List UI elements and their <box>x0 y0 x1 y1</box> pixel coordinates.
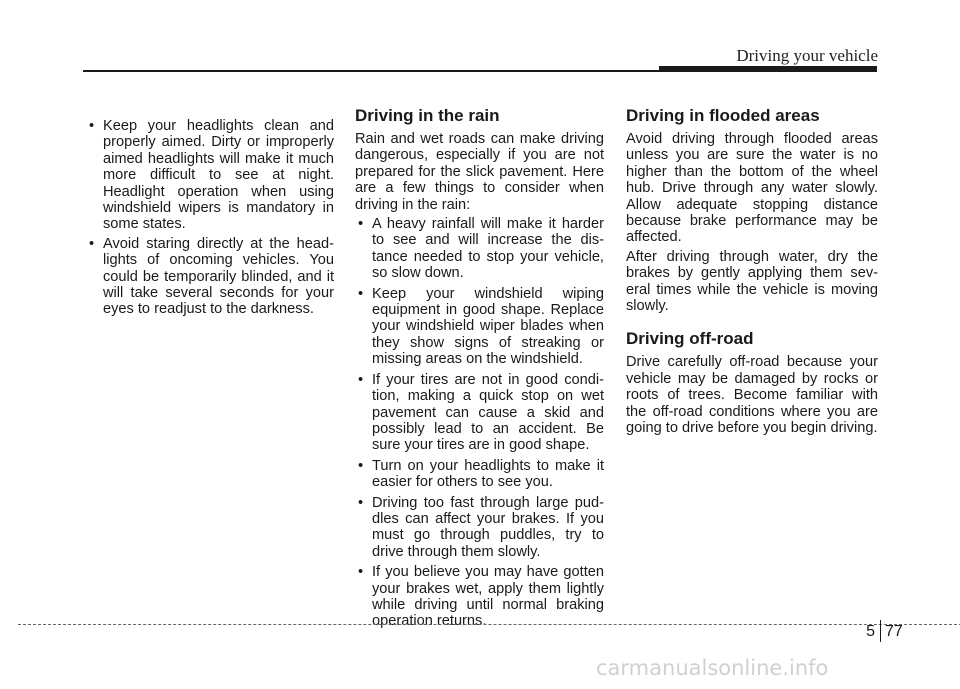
list-item <box>86 118 334 233</box>
list-item-text: Driving too fast through large pud-dles can affect your brakes. If you must go through puddles, try to drive through them slowly. <box>372 494 604 560</box>
footer-dashed-rule <box>18 624 960 625</box>
list-item <box>355 372 604 454</box>
list-item-text: If your tires are not in good condi-tion, making a quick stop on wet pavement can cause a skid and possibly lead to an accident. Be sure your tires are in good shape. <box>372 371 604 454</box>
chapter-number: 5 <box>866 623 875 640</box>
bullet-glyph: • <box>358 285 364 302</box>
list-item <box>355 495 604 561</box>
running-header-title: Driving your vehicle <box>736 46 878 65</box>
list-item <box>355 458 604 491</box>
bullet-glyph: • <box>358 494 364 511</box>
list-item-text: If you believe you may have gotten your brakes wet, apply them lightly while driving until normal braking operation returns. <box>372 564 604 630</box>
page-number: 77 <box>885 623 903 640</box>
list-item <box>355 286 604 368</box>
headlight-tips-list <box>86 118 334 318</box>
column-left <box>86 118 334 321</box>
list-item-text: Keep your headlights clean and properly aimed. Dirty or improperly aimed headlights will make it much more difficult to see at night. Headlight operation when using windshield wipers is mandatory in some states. <box>103 118 334 233</box>
list-item-text: A heavy rainfall will make it harder to see and will increase the dis-tance needed to stop your vehicle, so slow down. <box>372 216 604 282</box>
flooded-paragraph-2: After driving through water, dry the brakes by gently applying them sev-eral times while the vehicle is moving slowly. <box>626 248 878 315</box>
list-item-text: Keep your windshield wiping equipment in good shape. Replace your windshield wiper blades when they show signs of streaking or missing areas on the windshield. <box>372 285 604 368</box>
list-item <box>86 236 334 318</box>
watermark-text: carmanualsonline.info <box>596 656 829 680</box>
section-heading-rain: Driving in the rain <box>355 106 500 125</box>
section-heading-offroad: Driving off-road <box>626 329 754 349</box>
bullet-glyph: • <box>358 457 364 474</box>
list-item <box>355 564 604 630</box>
bullet-glyph: • <box>89 118 95 134</box>
bullet-glyph: • <box>358 564 364 581</box>
section-heading-flooded: Driving in flooded areas <box>626 106 820 125</box>
header-rule-thick <box>659 66 877 72</box>
bullet-glyph: • <box>358 216 364 233</box>
list-item <box>355 216 604 282</box>
rain-tips-list <box>355 216 604 630</box>
column-right <box>626 106 878 440</box>
list-item-text: Turn on your headlights to make it easier for others to see you. <box>372 457 604 491</box>
column-middle <box>355 106 604 634</box>
rain-intro-paragraph: Rain and wet roads can make driving dangerous, especially if you are not prepared for the slick pavement. Here are a few things to consider when driving in the rain: <box>355 131 604 213</box>
list-item-text: Avoid staring directly at the head-lights of oncoming vehicles. You could be temporarily blinded, and it will take several seconds for your eyes to readjust to the darkness. <box>103 235 334 318</box>
bullet-glyph: • <box>89 235 95 252</box>
header-rule-thin <box>83 70 661 72</box>
bullet-glyph: • <box>358 371 364 388</box>
offroad-paragraph: Drive carefully off-road because your vehicle may be damaged by rocks or roots of trees. Become familiar with the off-road conditions where you are going to drive before you begin driving. <box>626 354 878 437</box>
page-number-separator <box>880 620 881 642</box>
flooded-paragraph-1: Avoid driving through flooded areas unless you are sure the water is no higher than the bottom of the wheel hub. Drive through any water slowly. Allow adequate stopping distance because brake performance may be affected. <box>626 131 878 246</box>
